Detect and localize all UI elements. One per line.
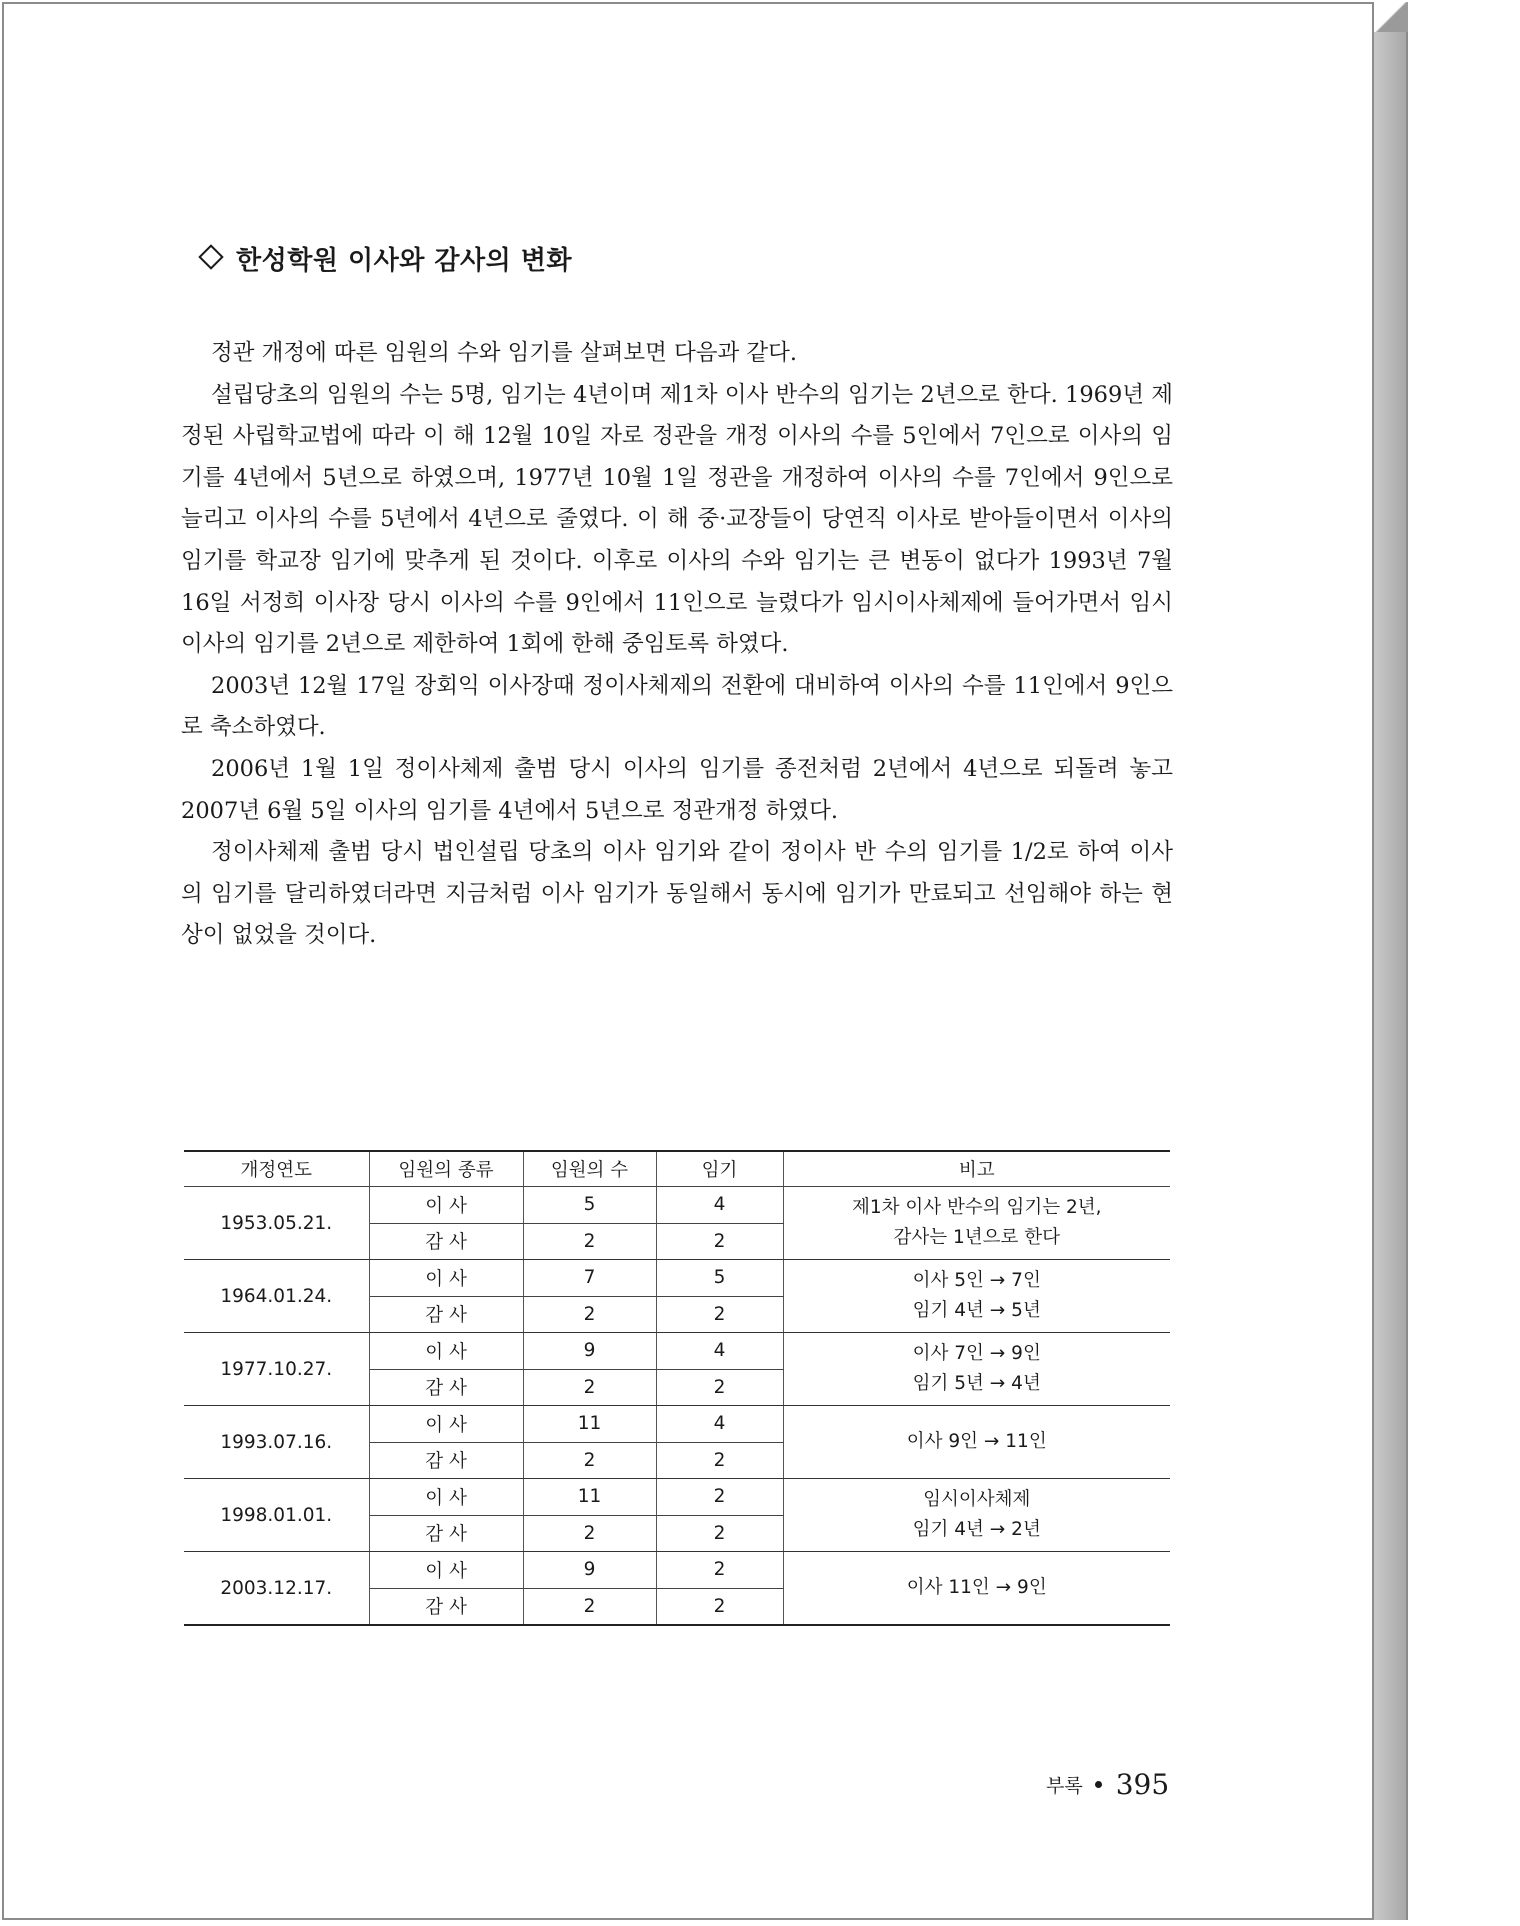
table-body xyxy=(184,1187,1170,1626)
cell-year: 1998.01.01. xyxy=(184,1479,369,1552)
cell-note xyxy=(783,1187,1170,1260)
cell-term: 4 xyxy=(656,1333,783,1370)
cell-term: 2 xyxy=(656,1442,783,1479)
page-corner xyxy=(1374,2,1408,32)
cell-officer-count: 2 xyxy=(523,1296,656,1333)
table-header-row xyxy=(184,1151,1170,1187)
cell-note xyxy=(783,1479,1170,1552)
header-year: 개정연도 xyxy=(184,1151,369,1187)
cell-note xyxy=(783,1552,1170,1626)
cell-officer-count: 2 xyxy=(523,1369,656,1406)
cell-year: 1964.01.24. xyxy=(184,1260,369,1333)
note-line: 감사는 1년으로 한다 xyxy=(893,1227,1060,1248)
cell-officer-type: 감 사 xyxy=(369,1369,523,1406)
cell-year: 1993.07.16. xyxy=(184,1406,369,1479)
bullet-dot-icon xyxy=(1095,1781,1102,1788)
note-line: 임기 4년 → 2년 xyxy=(912,1519,1041,1540)
note-line: 이사 9인 → 11인 xyxy=(906,1431,1047,1452)
cell-officer-type: 이 사 xyxy=(369,1187,523,1224)
cell-note xyxy=(783,1260,1170,1333)
cell-officer-type: 감 사 xyxy=(369,1296,523,1333)
note-line: 제1차 이사 반수의 임기는 2년, xyxy=(851,1197,1102,1218)
cell-officer-count: 2 xyxy=(523,1442,656,1479)
cell-officer-type: 이 사 xyxy=(369,1552,523,1589)
note-line: 이사 11인 → 9인 xyxy=(906,1577,1047,1598)
note-line: 임시이사체제 xyxy=(923,1489,1031,1510)
note-line: 임기 4년 → 5년 xyxy=(912,1300,1041,1321)
header-term: 임기 xyxy=(656,1151,783,1187)
page-number: 395 xyxy=(1115,1768,1170,1801)
document-page xyxy=(2,2,1374,1920)
table-row xyxy=(184,1479,1170,1516)
paragraph: 정이사체제 출범 당시 법인설립 당초의 이사 임기와 같이 정이사 반 수의 임기를 1/2로 하여 이사의 임기를 달리하였더라면 지금처럼 이사 임기가 동일해서 동시에 임기가 만료되고 선임해야 하는 현상이 없었을 것이다. xyxy=(181,839,1173,949)
section-heading xyxy=(198,240,572,277)
cell-term: 2 xyxy=(656,1296,783,1333)
cell-officer-type: 이 사 xyxy=(369,1333,523,1370)
cell-officer-type: 감 사 xyxy=(369,1442,523,1479)
officer-change-table xyxy=(184,1150,1170,1626)
cell-officer-count: 7 xyxy=(523,1260,656,1297)
cell-officer-count: 11 xyxy=(523,1479,656,1516)
header-officer-count: 임원의 수 xyxy=(523,1151,656,1187)
cell-term: 4 xyxy=(656,1406,783,1443)
cell-term: 2 xyxy=(656,1223,783,1260)
table-row xyxy=(184,1552,1170,1589)
paragraph: 2003년 12월 17일 장회익 이사장때 정이사체제의 전환에 대비하여 이사의 수를 11인에서 9인으로 축소하였다. xyxy=(181,672,1173,741)
page-edge xyxy=(1374,2,1408,1920)
table-row xyxy=(184,1333,1170,1370)
header-officer-type: 임원의 종류 xyxy=(369,1151,523,1187)
header-note: 비고 xyxy=(783,1151,1170,1187)
cell-term: 4 xyxy=(656,1187,783,1224)
cell-officer-type: 이 사 xyxy=(369,1406,523,1443)
note-line: 임기 5년 → 4년 xyxy=(912,1373,1041,1394)
paragraph: 2006년 1월 1일 정이사체제 출범 당시 이사의 임기를 종전처럼 2년에서 4년으로 되돌려 놓고 2007년 6월 5일 이사의 임기를 4년에서 5년으로 정관개정 하였다. xyxy=(181,755,1173,824)
cell-officer-type: 감 사 xyxy=(369,1515,523,1552)
diamond-bullet-icon xyxy=(198,244,223,269)
cell-term: 2 xyxy=(656,1479,783,1516)
body-text xyxy=(181,333,1173,957)
section-heading-text: 한성학원 이사와 감사의 변화 xyxy=(236,246,573,276)
paragraph: 설립당초의 임원의 수는 5명, 임기는 4년이며 제1차 이사 반수의 임기는 2년으로 한다. 1969년 제정된 사립학교법에 따라 이 해 12월 10일 자로 정관을 개정 이사의 수를 5인에서 7인으로 이사의 임기를 4년에서 5년으로 하였으며, 1977년 10월 1일 정관을 개정하여 이사의 수를 7인에서 9인으로 늘리고 이사의 수를 5년에서 4년으로 줄였다. 이 해 중·교장들이 당연직 이사로 받아들이면서 이사의 임기를 학교장 임기에 맞추게 된 것이다. 이후로 이사의 수와 임기는 큰 변동이 없다가 1993년 7월 16일 서정희 이사장 당시 이사의 수를 9인에서 11인으로 늘렸다가 임시이사체제에 들어가면서 임시이사의 임기를 2년으로 제한하여 1회에 한해 중임토록 하였다. xyxy=(181,381,1173,658)
cell-officer-count: 11 xyxy=(523,1406,656,1443)
note-line: 이사 5인 → 7인 xyxy=(912,1270,1041,1291)
cell-term: 2 xyxy=(656,1588,783,1625)
cell-year: 1953.05.21. xyxy=(184,1187,369,1260)
cell-year: 2003.12.17. xyxy=(184,1552,369,1626)
cell-term: 2 xyxy=(656,1369,783,1406)
footer-section: 부록 xyxy=(1046,1775,1083,1797)
cell-officer-type: 이 사 xyxy=(369,1260,523,1297)
note-line: 이사 7인 → 9인 xyxy=(912,1343,1041,1364)
cell-term: 5 xyxy=(656,1260,783,1297)
cell-officer-type: 이 사 xyxy=(369,1479,523,1516)
paragraph: 정관 개정에 따른 임원의 수와 임기를 살펴보면 다음과 같다. xyxy=(211,340,798,366)
table-row xyxy=(184,1260,1170,1297)
cell-note xyxy=(783,1333,1170,1406)
cell-year: 1977.10.27. xyxy=(184,1333,369,1406)
cell-officer-count: 2 xyxy=(523,1515,656,1552)
cell-officer-count: 5 xyxy=(523,1187,656,1224)
cell-note xyxy=(783,1406,1170,1479)
cell-term: 2 xyxy=(656,1552,783,1589)
cell-officer-count: 9 xyxy=(523,1333,656,1370)
cell-officer-count: 9 xyxy=(523,1552,656,1589)
page-footer xyxy=(1046,1768,1169,1801)
cell-officer-type: 감 사 xyxy=(369,1223,523,1260)
table-row xyxy=(184,1187,1170,1224)
cell-officer-type: 감 사 xyxy=(369,1588,523,1625)
cell-officer-count: 2 xyxy=(523,1588,656,1625)
cell-term: 2 xyxy=(656,1515,783,1552)
table-row xyxy=(184,1406,1170,1443)
cell-officer-count: 2 xyxy=(523,1223,656,1260)
